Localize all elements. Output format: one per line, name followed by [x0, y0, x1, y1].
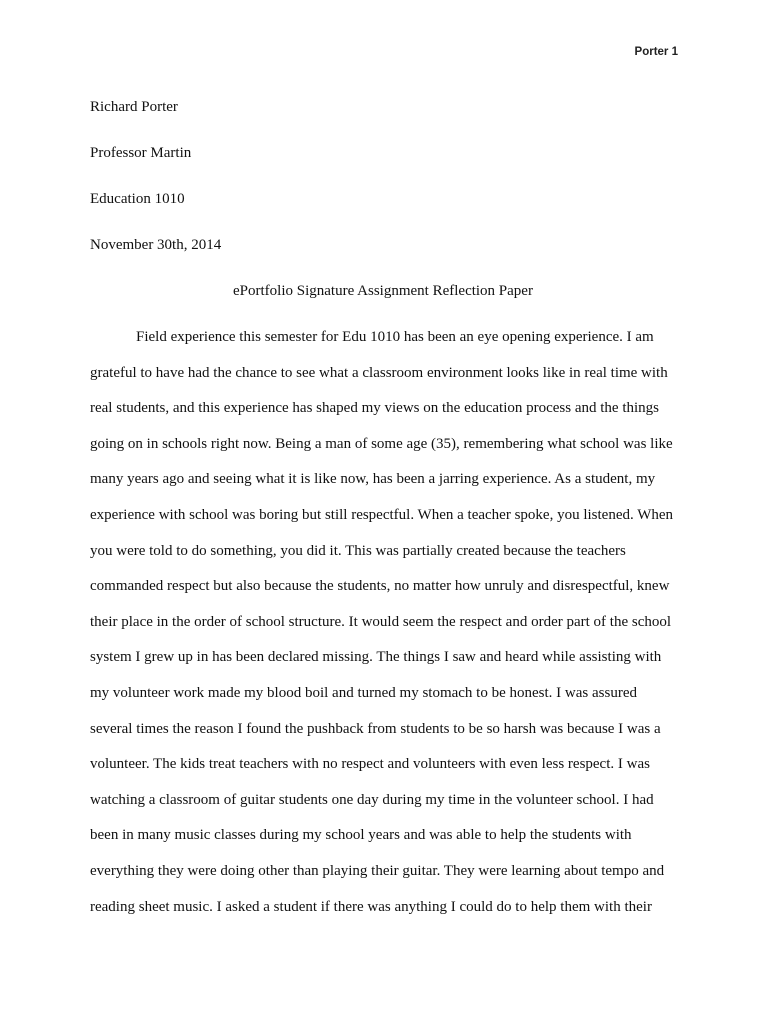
professor-name: Professor Martin	[90, 145, 192, 161]
paragraph-line: several times the reason I found the pushback from students to be so harsh was because I was a	[90, 720, 661, 737]
body-paragraph	[90, 327, 690, 932]
paragraph-line: experience with school was boring but still respectful. When a teacher spoke, you listened. When	[90, 506, 674, 523]
paragraph-line: watching a classroom of guitar students one day during my time in the volunteer school. I had	[90, 791, 654, 808]
document-date: November 30th, 2014	[90, 237, 222, 253]
paragraph-line: Field experience this semester for Edu 1010 has been an eye opening experience. I am	[136, 329, 654, 345]
paragraph-line: been in many music classes during my school years and was able to help the students with	[90, 827, 632, 844]
paragraph-line: grateful to have had the chance to see what a classroom environment looks like in real time with	[90, 364, 668, 381]
paragraph-line: real students, and this experience has shaped my views on the education process and the things	[90, 400, 660, 417]
paragraph-line: reading sheet music. I asked a student if there was anything I could do to help them with their	[90, 898, 652, 915]
paragraph-line: volunteer. The kids treat teachers with no respect and volunteers with even less respect. I was	[90, 756, 650, 773]
paragraph-line: you were told to do something, you did it. This was partially created because the teachers	[90, 542, 626, 559]
paragraph-line: their place in the order of school structure. It would seem the respect and order part of the school	[90, 613, 672, 630]
mla-heading	[90, 97, 680, 281]
paragraph-line: going on in schools right now. Being a man of some age (35), remembering what school was like	[90, 435, 673, 452]
paragraph-line: system I grew up in has been declared missing. The things I saw and heard while assisting with	[90, 649, 662, 666]
paragraph-line: commanded respect but also because the students, no matter how unruly and disrespectful, knew	[90, 578, 670, 595]
course-name: Education 1010	[90, 191, 185, 207]
author-name: Richard Porter	[90, 99, 178, 115]
paragraph-line: many years ago and seeing what it is like now, has been a jarring experience. As a student, my	[90, 471, 656, 488]
page-number-header: Porter 1	[634, 46, 678, 58]
paragraph-line: my volunteer work made my blood boil and turned my stomach to be honest. I was assured	[90, 684, 637, 701]
paragraph-line: everything they were doing other than playing their guitar. They were learning about tempo and	[90, 862, 665, 879]
paper-title: ePortfolio Signature Assignment Reflection Paper	[233, 283, 533, 299]
